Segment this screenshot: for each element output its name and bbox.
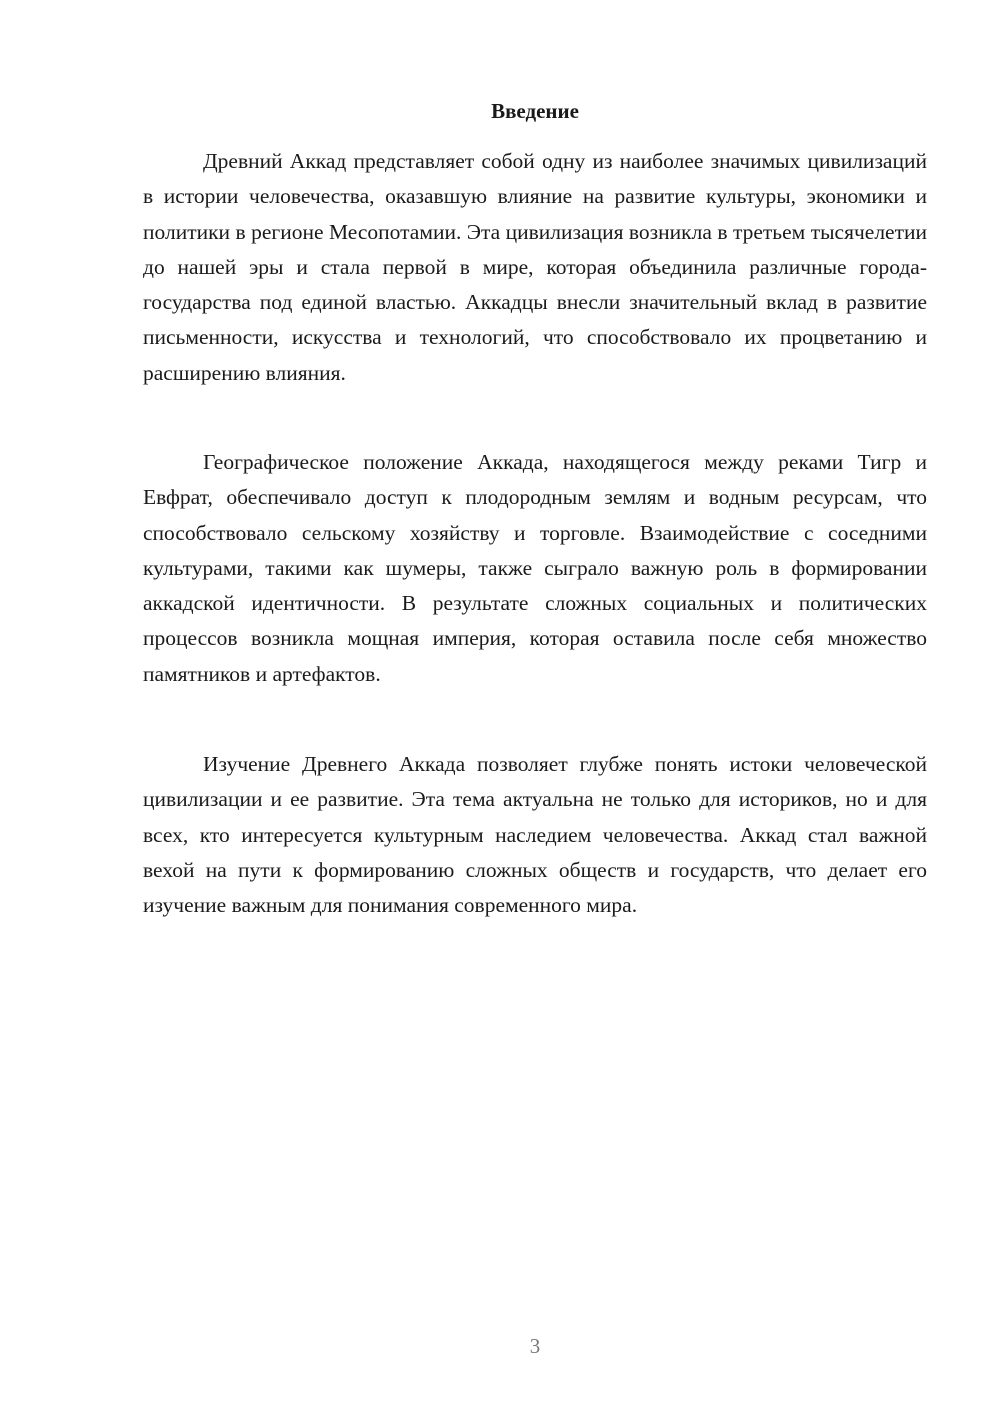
paragraph-1: Древний Аккад представляет собой одну из наиболее значимых цивилизаций в истории человечества, оказавшую влияние на развитие культуры, экономики и политики в регионе Месопотамии. Эта цивилизация возникла в третьем тысячелетии до нашей эры и стала первой в мире, которая объединила различные города-государства под единой властью. Аккадцы внесли значительный вклад в развитие письменности, искусства и технологий, что способствовало их процветанию и расширению влияния. [143,149,927,385]
paragraph-2: Географическое положение Аккада, находящегося между реками Тигр и Евфрат, обеспечивало доступ к плодородным землям и водным ресурсам, что способствовало сельскому хозяйству и торговле. Взаимодействие с соседними культурами, такими как шумеры, также сыграло важную роль в формировании аккадской идентичности. В результате сложных социальных и политических процессов возникла мощная империя, которая оставила после себя множество памятников и артефактов. [143,450,927,686]
paragraph-3: Изучение Древнего Аккада позволяет глубже понять истоки человеческой цивилизации и ее развитие. Эта тема актуальна не только для историков, но и для всех, кто интересуется культурным наследием человечества. Аккад стал важной вехой на пути к формированию сложных обществ и государств, что делает его изучение важным для понимания современного мира. [143,752,927,918]
section-heading: Введение [491,99,579,123]
page-number: 3 [529,1334,541,1358]
